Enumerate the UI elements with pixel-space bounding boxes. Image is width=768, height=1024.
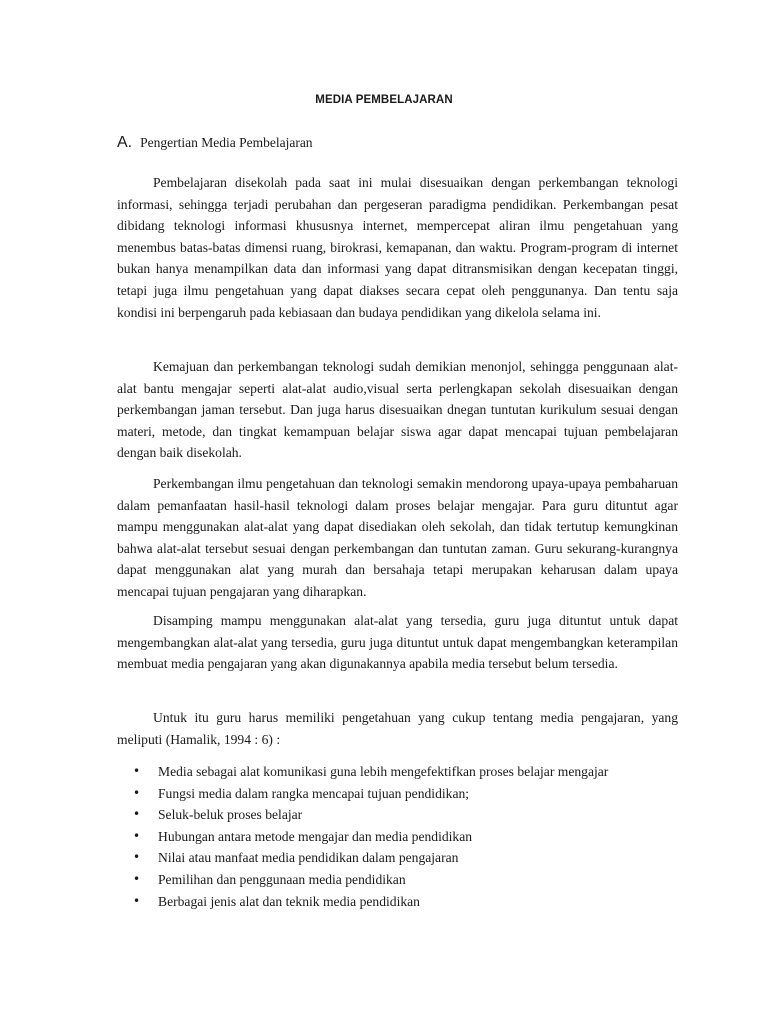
- list-item: [133, 847, 608, 869]
- bullet-icon: •: [133, 850, 141, 865]
- bullet-icon: •: [133, 764, 141, 778]
- paragraph-5: Untuk itu guru harus memiliki pengetahuan yang cukup tentang media pengajaran, yang meliputi (Hamalik, 1994 : 6) :: [117, 710, 678, 747]
- section-heading-text: Pengertian Media Pembelajaran: [140, 135, 313, 150]
- bullet-icon: •: [133, 828, 141, 843]
- list-item-text: Pemilihan dan penggunaan media pendidikan: [158, 871, 406, 887]
- list-item-text: Seluk-beluk proses belajar: [158, 807, 303, 823]
- list-item: [133, 826, 608, 848]
- list-item: [133, 761, 608, 783]
- bullet-icon: •: [133, 893, 141, 908]
- list-item-text: Hubungan antara metode mengajar dan media pendidikan: [158, 828, 473, 844]
- section-heading: [117, 134, 313, 152]
- paragraph-1: Pembelajaran disekolah pada saat ini mulai disesuaikan dengan perkembangan teknologi informasi, sehingga terjadi perubahan dan pergeseran paradigma pendidikan. Perkembangan pesat dibidang teknologi informasi khususnya internet, mempercepat aliran ilmu pengetahuan yang menembus batas-batas dimensi ruang, birokrasi, kemapanan, dan waktu. Program-program di internet bukan hanya menampilkan data dan informasi yang dapat ditransmisikan dengan kecepatan tinggi, tetapi juga ilmu pengetahuan yang dapat diakses secara cepat oleh penggunanya. Dan tentu saja kondisi ini berpengaruh pada kebiasaan dan budaya pendidikan yang dikelola selama ini.: [117, 175, 678, 320]
- bullet-icon: •: [133, 785, 141, 800]
- paragraph-4: Disamping mampu menggunakan alat-alat yang tersedia, guru juga dituntut untuk dapat mengembangkan alat-alat yang tersedia, guru juga dituntut untuk dapat mengembangkan keterampilan membuat media pengajaran yang akan digunakannya apabila media tersebut belum tersedia.: [117, 613, 678, 672]
- bullet-icon: •: [133, 871, 141, 886]
- list-item: [133, 891, 608, 913]
- list-item: [133, 783, 608, 805]
- list-item-text: Fungsi media dalam rangka mencapai tujuan pendidikan;: [158, 785, 470, 801]
- paragraph-3: Perkembangan ilmu pengetahuan dan teknologi semakin mendorong upaya-upaya pembaharuan dalam pemanfaatan hasil-hasil teknologi dalam proses belajar mengajar. Para guru dituntut agar mampu menggunakan alat-alat yang dapat disediakan oleh sekolah, dan tidak tertutup kemungkinan bahwa alat-alat tersebut sesuai dengan perkembangan dan tuntutan zaman. Guru sekurang-kurangnya dapat menggunakan alat yang murah dan bersahaja tetapi merupakan keharusan dalam upaya mencapai tujuan pengajaran yang diharapkan.: [117, 476, 678, 599]
- list-item-text: Nilai atau manfaat media pendidikan dalam pengajaran: [158, 850, 459, 866]
- section-letter: A.: [117, 134, 133, 151]
- list-item-text: Berbagai jenis alat dan teknik media pendidikan: [158, 893, 420, 909]
- list-item: [133, 804, 608, 826]
- list-item: [133, 869, 608, 891]
- bullet-icon: •: [133, 807, 141, 822]
- bullet-list: [133, 761, 608, 912]
- list-item-text: Media sebagai alat komunikasi guna lebih mengefektifkan proses belajar mengajar: [158, 764, 609, 779]
- paragraph-2: Kemajuan dan perkembangan teknologi sudah demikian menonjol, sehingga penggunaan alat-alat bantu mengajar seperti alat-alat audio,visual serta perlengkapan sekolah disesuaikan dengan perkembangan jaman tersebut. Dan juga harus disesuaikan dnegan tuntutan kurikulum sesuai dengan materi, metode, dan tingkat kemampuan belajar siswa agar dapat mencapai tujuan pembelajaran dengan baik disekolah.: [117, 359, 678, 461]
- document-title: MEDIA PEMBELAJARAN: [315, 94, 453, 106]
